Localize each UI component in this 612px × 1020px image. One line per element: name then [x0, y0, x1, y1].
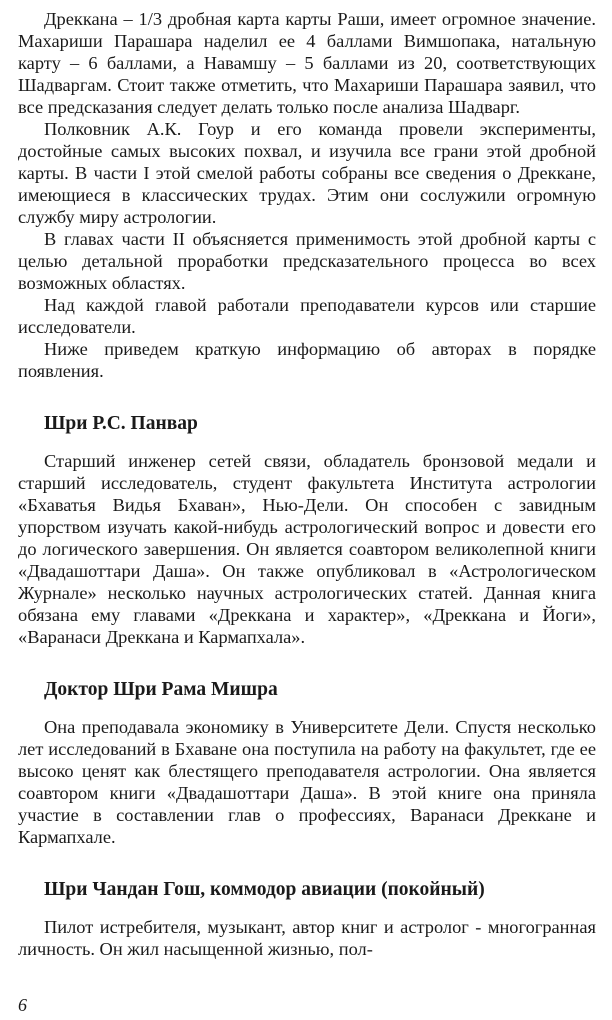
author-section: [18, 412, 596, 648]
author-bio: Она преподавала экономику в Университете Дели. Спустя несколько лет исследований в Бхаване она поступила на работу на факультет, где ее высоко ценят как блестящего преподавателя астрологии. Она является соавтором книги «Двадашоттари Даша». В этой книге она приняла участие в составлении глав о профессиях, Варанаси Дреккане и Кармапхале.: [18, 717, 596, 847]
intro-section: [18, 8, 596, 382]
page-number: 6: [18, 995, 27, 1015]
author-section: [18, 678, 596, 848]
intro-paragraph: Полковник А.К. Гоур и его команда провели эксперименты, достойные самых высоких похвал, и изучила все грани этой дробной карты. В части I этой смелой работы собраны все сведения о Дреккане, имеющиеся в классических трудах. Этим они сослужили огромную службу миру астрологии.: [18, 119, 596, 227]
author-bio: Старший инженер сетей связи, обладатель бронзовой медали и старший исследователь, студент факультета Института астрологии «Бхаватья Видья Бхаван», Нью-Дели. Он способен с завидным упорством изучать какой-нибудь астрологический вопрос и довести его до логического завершения. Он является соавтором великолепной книги «Двадашоттари Даша». Он также опубликовал в «Астрологическом Журнале» несколько научных астрологических статей. Данная книга обязана ему главами «Дреккана и характер», «Дреккана и Йоги», «Варанаси Дреккана и Кармапхала».: [18, 451, 596, 647]
author-heading: Шри Чандан Гош, коммодор авиации (покойный): [44, 879, 485, 900]
intro-paragraph: Дреккана – 1/3 дробная карта карты Раши, имеет огромное значение. Махариши Парашара наделил ее 4 баллами Вимшопака, натальную карту – 6 баллами, а Навамшу – 5 баллами из 20, соответствующих Шадваргам. Стоит также отметить, что Махариши Парашара заявил, что все предсказания следует делать только после анализа Шадварг.: [18, 9, 596, 117]
author-section: [18, 878, 596, 960]
author-heading: Доктор Шри Рама Мишра: [44, 679, 278, 700]
intro-paragraph: Над каждой главой работали преподаватели курсов или старшие исследователи.: [18, 295, 596, 337]
intro-paragraph: Ниже приведем краткую информацию об авторах в порядке появления.: [18, 339, 596, 381]
author-bio: Пилот истребителя, музыкант, автор книг и астролог - многогранная личность. Он жил насыщенной жизнью, пол-: [18, 917, 596, 959]
intro-paragraph: В главах части II объясняется применимость этой дробной карты с целью детальной проработки предсказательного процесса во всех возможных областях.: [18, 229, 596, 293]
author-heading: Шри Р.С. Панвар: [44, 413, 198, 434]
